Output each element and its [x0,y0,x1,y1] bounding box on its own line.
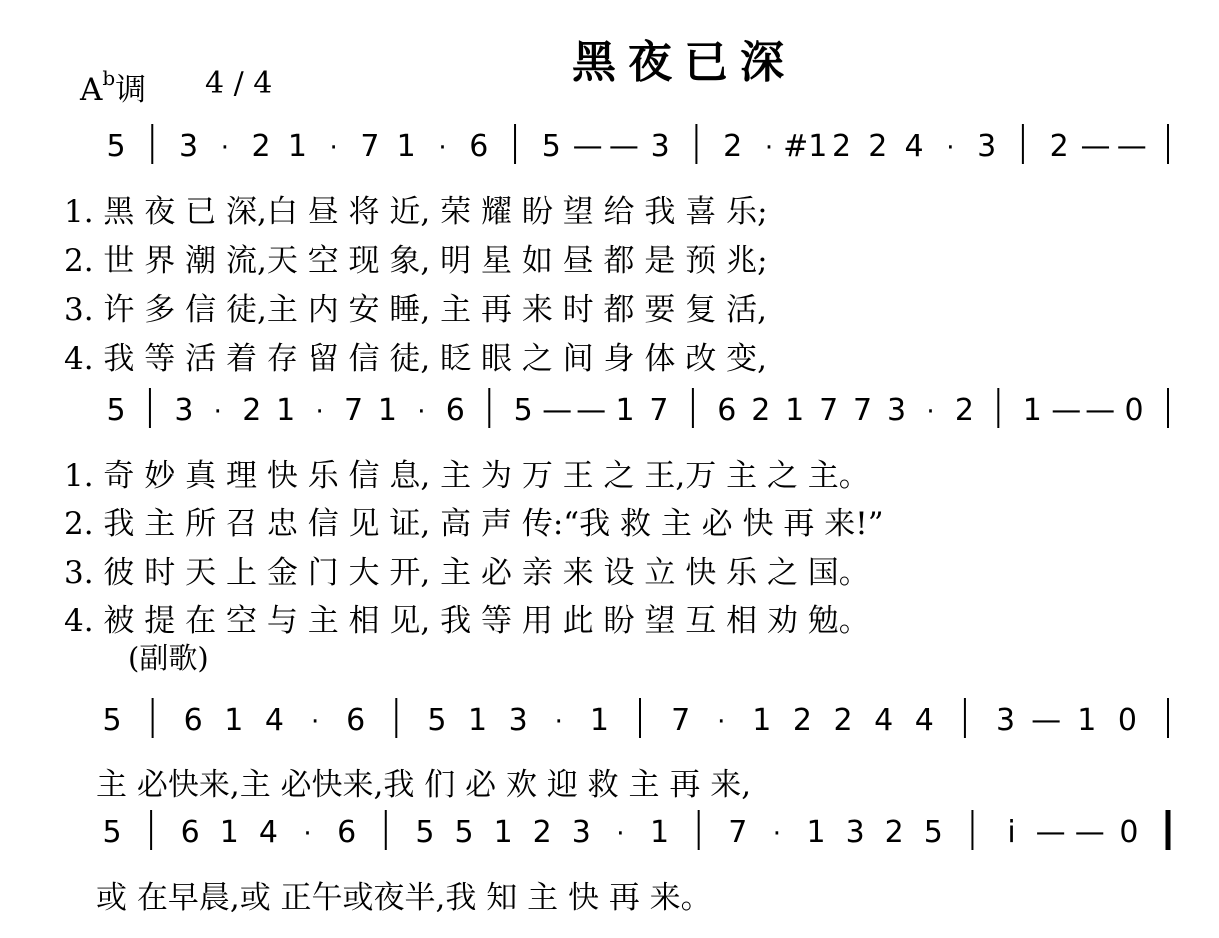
sustain-dash: — [1035,815,1066,850]
dot-mark: · [764,133,774,163]
verse-4-line-2: 4. 被 提 在 空 与 主 相 见, 我 等 用 此 盼 望 互 相 劝 勉。 [64,603,870,639]
note: 3 [571,815,591,850]
chorus-notation-line-2 [102,810,1168,850]
note: 2 [242,393,262,428]
sustain-dash: — [542,393,573,428]
note: 1 [589,703,609,738]
sustain-dash: — [1074,815,1105,850]
note: 1 [276,393,296,428]
note: 5 [415,815,435,850]
note: 7 [360,129,380,164]
verse-1-line-2: 1. 奇 妙 真 理 快 乐 信 息, 主 为 万 王 之 王,万 主 之 主。 [64,458,870,494]
verse-4-line-1: 4. 我 等 活 着 存 留 信 徒, 眨 眼 之 间 身 体 改 变, [64,341,767,377]
dot-mark: · [220,133,229,163]
note: 1 [1077,703,1097,738]
sustain-dash: — [572,129,603,164]
note: 1 [287,129,307,164]
note: 2 [954,393,974,428]
dot-mark: · [213,397,222,427]
note: 2 [884,815,904,850]
note: 3 [174,393,194,428]
note: 3 [650,129,670,164]
note: 7 [819,393,839,428]
note: 5 [102,815,122,850]
note: 1 [493,815,513,850]
note: 1 [377,393,398,428]
note: 1 [1022,393,1042,428]
note: 1 [219,815,239,850]
note: 5 [923,815,943,850]
note: 2 [251,129,271,164]
note: 6 [346,703,366,738]
note: 5 [454,815,474,850]
note: 6 [180,815,200,850]
note: 2 [1049,129,1069,164]
note: 3 [995,703,1016,738]
dot-mark: · [315,397,324,427]
note: 4 [904,129,924,164]
note: 1 [806,815,826,850]
note: 4 [264,703,285,738]
dot-mark: · [946,133,955,163]
notation-line-2 [106,388,1168,428]
verse-2-line-1: 2. 世 界 潮 流,天 空 现 象, 明 星 如 昼 都 是 预 兆; [64,243,768,279]
note: 2 [833,703,853,738]
note: #1 [783,129,828,164]
note: 7 [853,393,873,428]
note: 2 [831,129,852,164]
dot-mark: · [616,819,625,849]
sustain-dash: — [1051,393,1082,428]
verse-3-line-2: 3. 彼 时 天 上 金 门 大 开, 主 必 亲 来 设 立 快 乐 之 国。 [64,555,870,591]
note: 4 [914,703,934,738]
note: 1 [615,393,635,428]
note: 2 [532,815,552,850]
dot-mark: · [438,133,447,163]
note: 7 [649,393,669,428]
note: 5 [102,703,122,738]
note: 1 [396,129,416,164]
chorus-notation-line-1 [102,698,1168,738]
sustain-dash: — [1085,393,1116,428]
note: 5 [106,129,126,164]
dot-mark: · [417,397,426,427]
dot-mark: · [329,133,338,163]
note: 3 [508,703,528,738]
chorus-lyrics-1: 主 必快来,主 必快来,我 们 必 欢 迎 救 主 再 来, [96,767,752,803]
dot-mark: · [772,819,782,849]
note: 7 [344,393,364,428]
note: 5 [106,393,126,428]
note: 5 [513,393,533,428]
note: 3 [977,129,997,164]
key-base: A [80,72,103,108]
note: 6 [445,393,465,428]
chorus-label: (副歌) [128,641,209,675]
note: 1 [752,703,772,738]
dot-mark: · [926,397,935,427]
notation-line-1 [106,124,1168,164]
note: 2 [868,129,888,164]
note: 1 [467,703,488,738]
chorus-lyrics-2: 或 在早晨,或 正午或夜半,我 知 主 快 再 来。 [96,880,712,916]
verse-3-line-1: 3. 许 多 信 徒,主 内 安 睡, 主 再 来 时 都 要 复 活, [64,292,767,328]
note: 2 [792,703,813,738]
note: 4 [874,703,894,738]
sustain-dash: — [608,129,639,164]
sustain-dash: — [1031,703,1062,738]
note: 6 [717,393,737,428]
note: 4 [258,815,278,850]
note: 3 [179,129,199,164]
time-signature: 4 / 4 [205,66,273,101]
verse-1-line-1: 1. 黑 夜 已 深,白 昼 将 近, 荣 耀 盼 望 给 我 喜 乐; [64,194,768,230]
verse-2-line-2: 2. 我 主 所 召 忠 信 见 证, 高 声 传:“我 救 主 必 快 再 来!” [64,506,884,542]
dot-mark: · [303,819,312,849]
sustain-dash: — [576,393,607,428]
sustain-dash: — [1116,129,1147,164]
dot-mark: · [554,707,563,737]
note: 0 [1119,815,1139,850]
note: 2 [723,129,743,164]
key-accidental: b [102,65,116,90]
note: 3 [845,815,865,850]
sustain-dash: — [1080,129,1111,164]
note: 5 [541,129,561,164]
note: 0 [1117,703,1137,738]
note: 1 [224,703,244,738]
note: 6 [469,129,489,164]
note: 1 [785,393,805,428]
note: 6 [183,703,203,738]
note: 7 [671,703,691,738]
note: 2 [751,393,771,428]
note: 7 [728,815,748,850]
dot-mark: · [717,707,726,737]
note: i [1007,815,1016,850]
song-title: 黑夜已深 [572,37,796,88]
note: 5 [427,703,447,738]
key-suffix: 调 [115,72,147,108]
note: 1 [650,815,670,850]
note: 6 [337,815,357,850]
dot-mark: · [310,707,320,737]
note: 0 [1124,393,1144,428]
note: 3 [886,393,907,428]
